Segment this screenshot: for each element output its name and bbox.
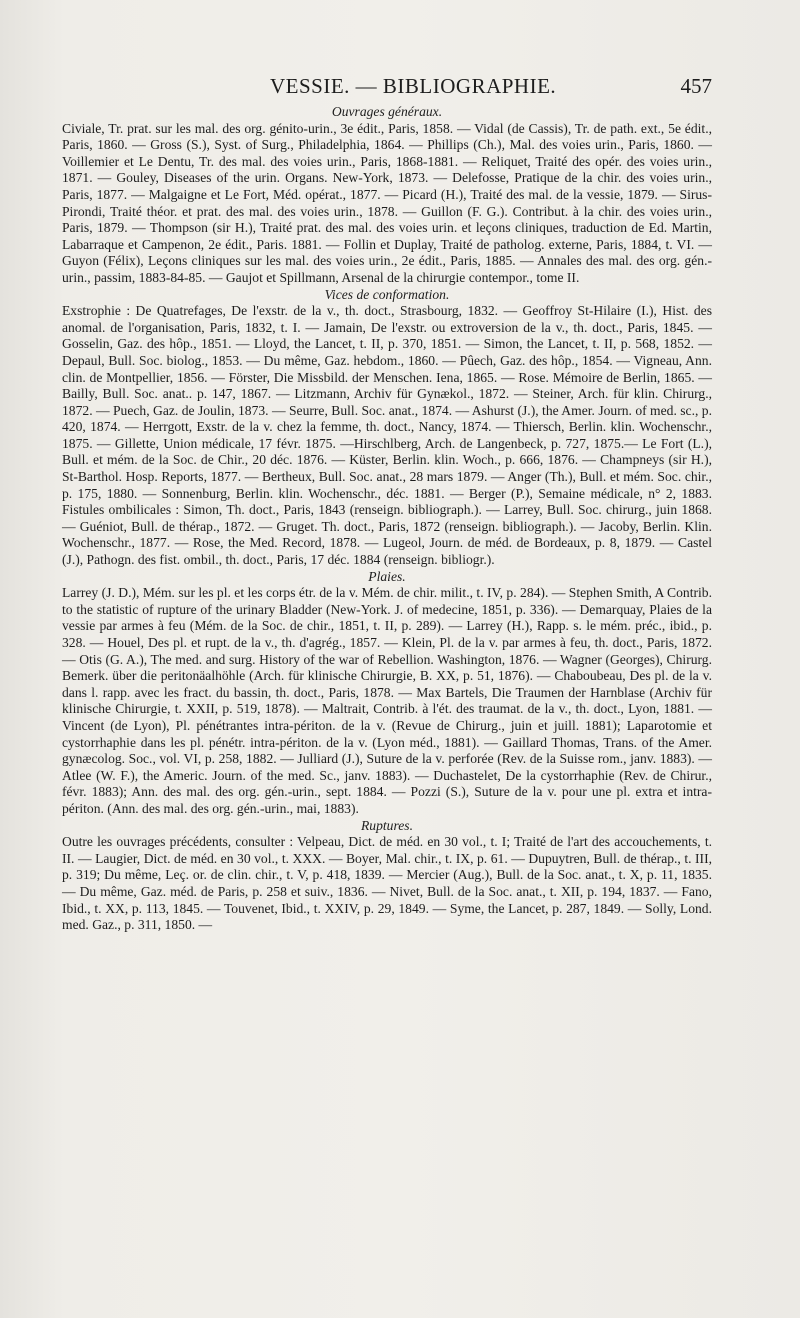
- section-heading-malformations: Vices de conformation.: [324, 286, 450, 302]
- bibliography-text: [62, 104, 712, 934]
- page-header: [0, 74, 800, 104]
- section-heading-ruptures: Ruptures.: [361, 817, 413, 833]
- page-number: 457: [680, 74, 712, 98]
- section-body-general-works: Civiale, Tr. prat. sur les mal. des org. génito-urin., 3e édit., Paris, 1858. — Vidal (de Cassis), Tr. de path. ext., 5e édit., Paris, 1860. — Gross (S.), Syst. of Surg., Philadelphia, 1864. — Phillips (Ch.), Mal. des voies urin., Paris, 1860. — Voillemier et Le Dentu, Tr. des mal. des voies urin., Paris, 1868-1881. — Reliquet, Traité des opér. des voies urin., 1871. — Gouley, Diseases of the urin. Organs. New-York, 1873. — Delefosse, Pratique de la chir. des voies urin., Paris, 1877. — Malgaigne et Le Fort, Méd. opérat., 1877. — Picard (H.), Traité des mal. de la vessie, 1879. — Sirus-Pirondi, Traité théor. et prat. des mal. des voies urin., 1878. — Guillon (F. G.). Contribut. à la chir. des voies urin., Paris, 1879. — Thompson (sir H.), Traité prat. des mal. des voies urin. et leçons cliniques, traduction de Ed. Martin, Labarraque et Campenon, 2e édit., Paris. 1881. — Follin et Duplay, Traité de patholog. externe, Paris, 1884, t. VI. — Guyon (Félix), Leçons cliniques sur les mal. des voies urin., 2e édit., Paris, 1885. — Annales des mal. des org. gén.-urin., passim, 1883-84-85. — Gaujot et Spillmann, Arsenal de la chirurgie contempor., tome II.: [62, 120, 712, 285]
- section-heading-general-works: Ouvrages généraux.: [331, 104, 443, 119]
- section-body-ruptures: Outre les ouvrages précédents, consulter : Velpeau, Dict. de méd. en 30 vol., t. I; Traité de l'art des accouchements, t. II. — Laugier, Dict. de méd. en 30 vol., t. XXX. — Boyer, Mal. chir., t. IX, p. 61. — Dupuytren, Bull. de thérap., t. III, p. 319; Du même, Leç. or. de clin. chir., t. V, p. 418, 1839. — Mercier (Aug.), Bull. de la Soc. anat., t. X, p. 11, 1835. — Du même, Gaz. méd. de Paris, p. 258 et suiv., 1836. — Nivet, Bull. de la Soc. anat., t. XII, p. 194, 1837. — Fano, Ibid., t. XX, p. 113, 1845. — Touvenet, Ibid., t. XXIV, p. 29, 1849. — Syme, the Lancet, p. 287, 1849. — Solly, Lond. med. Gaz., p. 311, 1850. —: [62, 834, 712, 933]
- section-body-wounds: Larrey (J. D.), Mém. sur les pl. et les corps étr. de la v. Mém. de chir. milit., t. IV, p. 284). — Stephen Smith, A Contrib. to the statistic of rupture of the urinary Bladder (New-York. J. of medecine, 1851, p. 336). — Demarquay, Plaies de la vessie par armes à feu (Mém. de la Soc. de chir., 1851, t. II, p. 289). — Larrey (H.), Rapp. s. le mém. préc., ibid., p. 328. — Houel, Des pl. et rupt. de la v., th. d'agrég., 1857. — Klein, Pl. de la v. par armes à feu, th. doct., Paris, 1872. — Otis (G. A.), The med. and surg. History of the war of Rebellion. Washington, 1876. — Wagner (Georges), Chirurg. Bemerk. über die peritonäalhöhle (Arch. für klinische Chirurgie, B. XX, p. 51, 1876). — Chaboubeau, Des pl. de la v. dans l. rapp. avec les fract. du bassin, th. doct., Paris, 1878. — Max Bartels, Die Traumen der Harnblase (Archiv für klinische Chirurgie, t. XXII, p. 519, 1878). — Maltrait, Contrib. à l'ét. des traumat. de la v., th. doct., Lyon, 1881. — Vincent (de Lyon), Pl. pénétrantes intra-périton. de la v. (Revue de Chirurg., juin et juill. 1881); Laparotomie et cystorrhaphie dans les pl. pénétr. intra-périton. de la v. (Lyon méd., 1881). — Gaillard Thomas, Trans. of the Amer. gynæcolog. Soc., vol. VI, p. 258, 1882. — Julliard (J.), Suture de la v. perforée (Rev. de la Suisse rom., janv. 1883). — Atlee (W. F.), the Americ. Journ. of the med. Sc., janv. 1883). — Duchastelet, De la cystorrhaphie (Rev. de Chirur., févr. 1883); Ann. des mal. des org. gén.-urin., sept. 1884. — Pozzi (S.), Suture de la v. pour une pl. extra et intra-périton. (Ann. des mal. des org. gén.-urin., mai, 1883).: [62, 585, 712, 816]
- running-title: VESSIE. — BIBLIOGRAPHIE.: [270, 74, 557, 98]
- section-body-malformations: Exstrophie : De Quatrefages, De l'exstr. de la v., th. doct., Strasbourg, 1832. — Geoffroy St-Hilaire (I.), Hist. des anomal. de l'organisation, Paris, 1832, t. I. — Jamain, De l'exstr. ou extroversion de la v., th. doct., Paris, 1845. — Gosselin, Gaz. des hôp., 1851. — Lloyd, the Lancet, t. II, p. 370, 1851. — Simon, the Lancet, t. II, p. 568, 1852. — Depaul, Bull. Soc. biolog., 1853. — Du même, Gaz. hebdom., 1860. — Pûech, Gaz. des hôp., 1854. — Vigneau, Ann. clin. de Montpellier, 1856. — Förster, Die Missbild. der Menschen. Iena, 1865. — Rose. Mémoire de Berlin, 1865. — Bailly, Bull. Soc. anat.. p. 147, 1867. — Litzmann, Archiv für Gynækol., 1872. — Steiner, Arch. für klin. Chirurg., 1872. — Puech, Gaz. de Joulin, 1873. — Seurre, Bull. Soc. anat., 1874. — Ashurst (J.), the Amer. Journ. of med. sc., p. 420, 1874. — Herrgott, Exstr. de la v. chez la femme, th. doct., Nancy, 1874. — Thiersch, Berlin. klin. Wochenschr., 1875. — Gillette, Union médicale, 17 févr. 1875. —Hirschlberg, Arch. de Langenbeck, p. 727, 1875.— Le Fort (L.), Bull. et mém. de la Soc. de Chir., 20 déc. 1876. — Küster, Berlin. klin. Woch., p. 666, 1876. — Champneys (sir H.), St-Barthol. Hosp. Reports, 1877. — Bertheux, Bull. Soc. anat., 28 mars 1879. — Anger (Th.), Bull. et mém. Soc. chir., p. 175, 1880. — Sonnenburg, Berlin. klin. Wochenschr., déc. 1881. — Berger (P.), Semaine médicale, n° 2, 1883. Fistules ombilicales : Simon, Th. doct., Paris, 1843 (renseign. bibliograph.). — Larrey, Bull. Soc. chirurg., juin 1868. — Guéniot, Bull. de thérap., 1872. — Gruget. Th. doct., Paris, 1872 (renseign. bibliograph.). — Jacoby, Berlin. Klin. Wochenschr., 1877. — Rose, the Med. Record, 1878. — Lugeol, Journ. de méd. de Bordeaux, p. 8, 1879. — Castel (J.), Pathogn. des fist. ombil., th. doct., Paris, 17 déc. 1884 (renseign. bibliogr.).: [62, 303, 712, 568]
- section-heading-wounds: Plaies.: [368, 568, 406, 584]
